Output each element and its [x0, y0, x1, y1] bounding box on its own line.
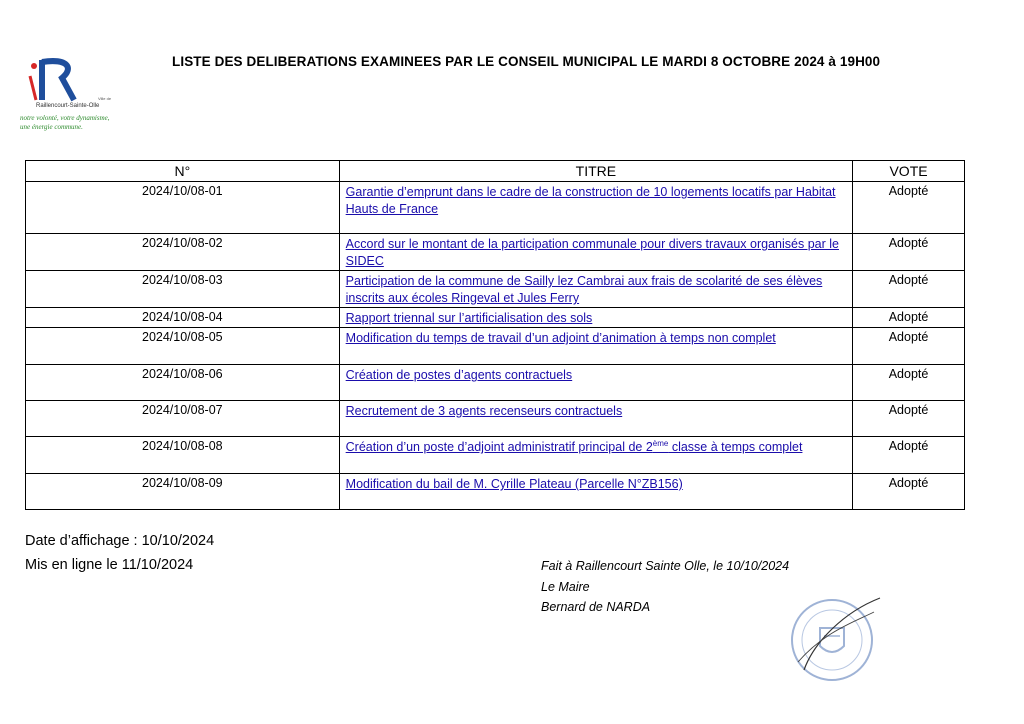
- slogan-line-1: notre volonté, votre dynamisme,: [20, 114, 110, 122]
- table-header-row: [26, 161, 965, 182]
- deliberation-link[interactable]: Modification du temps de travail d’un adjoint d’animation à temps non complet: [345, 331, 776, 345]
- deliberations-table: [25, 160, 965, 510]
- row-vote: Adopté: [853, 401, 965, 437]
- header-titre: TITRE: [339, 161, 852, 182]
- row-num: 2024/10/08-07: [26, 401, 340, 437]
- row-num: 2024/10/08-05: [26, 328, 340, 365]
- official-stamp-seal: [784, 592, 884, 688]
- deliberation-link[interactable]: [346, 440, 803, 454]
- titre-superscript: ème: [652, 438, 669, 448]
- table-row: [26, 437, 965, 474]
- date-affichage: Date d’affichage : 10/10/2024: [25, 533, 215, 549]
- row-titre: [339, 271, 852, 308]
- row-vote: Adopté: [853, 182, 965, 234]
- logo-town-name: Raillencourt-Sainte-Olle: [36, 103, 100, 109]
- slogan-line-2: une énergie commune.: [20, 123, 83, 131]
- row-vote: Adopté: [853, 365, 965, 401]
- logo-slogan: [20, 114, 130, 132]
- table-row: [26, 308, 965, 328]
- page-title: LISTE DES DELIBERATIONS EXAMINEES PAR LE CONSEIL MUNICIPAL LE MARDI 8 OCTOBRE 2024 à 19H00: [172, 54, 881, 69]
- row-num: 2024/10/08-04: [26, 308, 340, 328]
- titre-part: Création d’un poste d’adjoint administratif principal de 2: [345, 440, 653, 454]
- row-vote: Adopté: [853, 234, 965, 271]
- row-titre: [339, 328, 852, 365]
- town-logo: [18, 56, 118, 134]
- row-titre: [339, 234, 852, 271]
- logo-small-text: Ville de: [98, 96, 112, 101]
- row-num: 2024/10/08-02: [26, 234, 340, 271]
- row-num: 2024/10/08-08: [26, 437, 340, 474]
- row-vote: Adopté: [853, 308, 965, 328]
- deliberation-link[interactable]: Création de postes d’agents contractuels: [345, 368, 573, 382]
- header-vote: VOTE: [853, 161, 965, 182]
- row-titre: [339, 182, 852, 234]
- row-titre: [339, 401, 852, 437]
- logo-r-icon: [28, 56, 88, 104]
- row-vote: Adopté: [853, 474, 965, 510]
- row-titre: [339, 474, 852, 510]
- table-row: [26, 271, 965, 308]
- table-row: [26, 365, 965, 401]
- table-row: [26, 328, 965, 365]
- fait-a: Fait à Raillencourt Sainte Olle, le 10/10/2024: [541, 559, 790, 573]
- deliberation-link[interactable]: Rapport triennal sur l’artificialisation des sols: [345, 311, 593, 325]
- deliberation-link[interactable]: Garantie d’emprunt dans le cadre de la construction de 10 logements locatifs par Habitat Hauts de France: [345, 185, 836, 216]
- row-titre: [339, 365, 852, 401]
- row-titre: [339, 437, 852, 474]
- deliberation-link[interactable]: Recrutement de 3 agents recenseurs contractuels: [345, 404, 623, 418]
- date-en-ligne: Mis en ligne le 11/10/2024: [25, 557, 194, 573]
- row-num: 2024/10/08-01: [26, 182, 340, 234]
- deliberation-link[interactable]: Accord sur le montant de la participation communale pour divers travaux organisés par le SIDEC: [345, 237, 839, 268]
- row-vote: Adopté: [853, 271, 965, 308]
- header-num: N°: [26, 161, 340, 182]
- table-row: [26, 474, 965, 510]
- deliberation-link[interactable]: Participation de la commune de Sailly lez Cambrai aux frais de scolarité de ses élèves inscrits aux écoles Ringeval et Jules Ferry: [345, 274, 823, 305]
- maire-title: Le Maire: [541, 580, 590, 594]
- row-num: 2024/10/08-06: [26, 365, 340, 401]
- row-vote: Adopté: [853, 437, 965, 474]
- row-num: 2024/10/08-03: [26, 271, 340, 308]
- table-row: [26, 182, 965, 234]
- maire-name: Bernard de NARDA: [541, 600, 651, 614]
- titre-part: classe à temps complet: [668, 440, 803, 454]
- deliberation-link[interactable]: Modification du bail de M. Cyrille Plateau (Parcelle N°ZB156): [345, 477, 683, 491]
- row-titre: [339, 308, 852, 328]
- table-row: [26, 234, 965, 271]
- row-vote: Adopté: [853, 328, 965, 365]
- row-num: 2024/10/08-09: [26, 474, 340, 510]
- table-row: [26, 401, 965, 437]
